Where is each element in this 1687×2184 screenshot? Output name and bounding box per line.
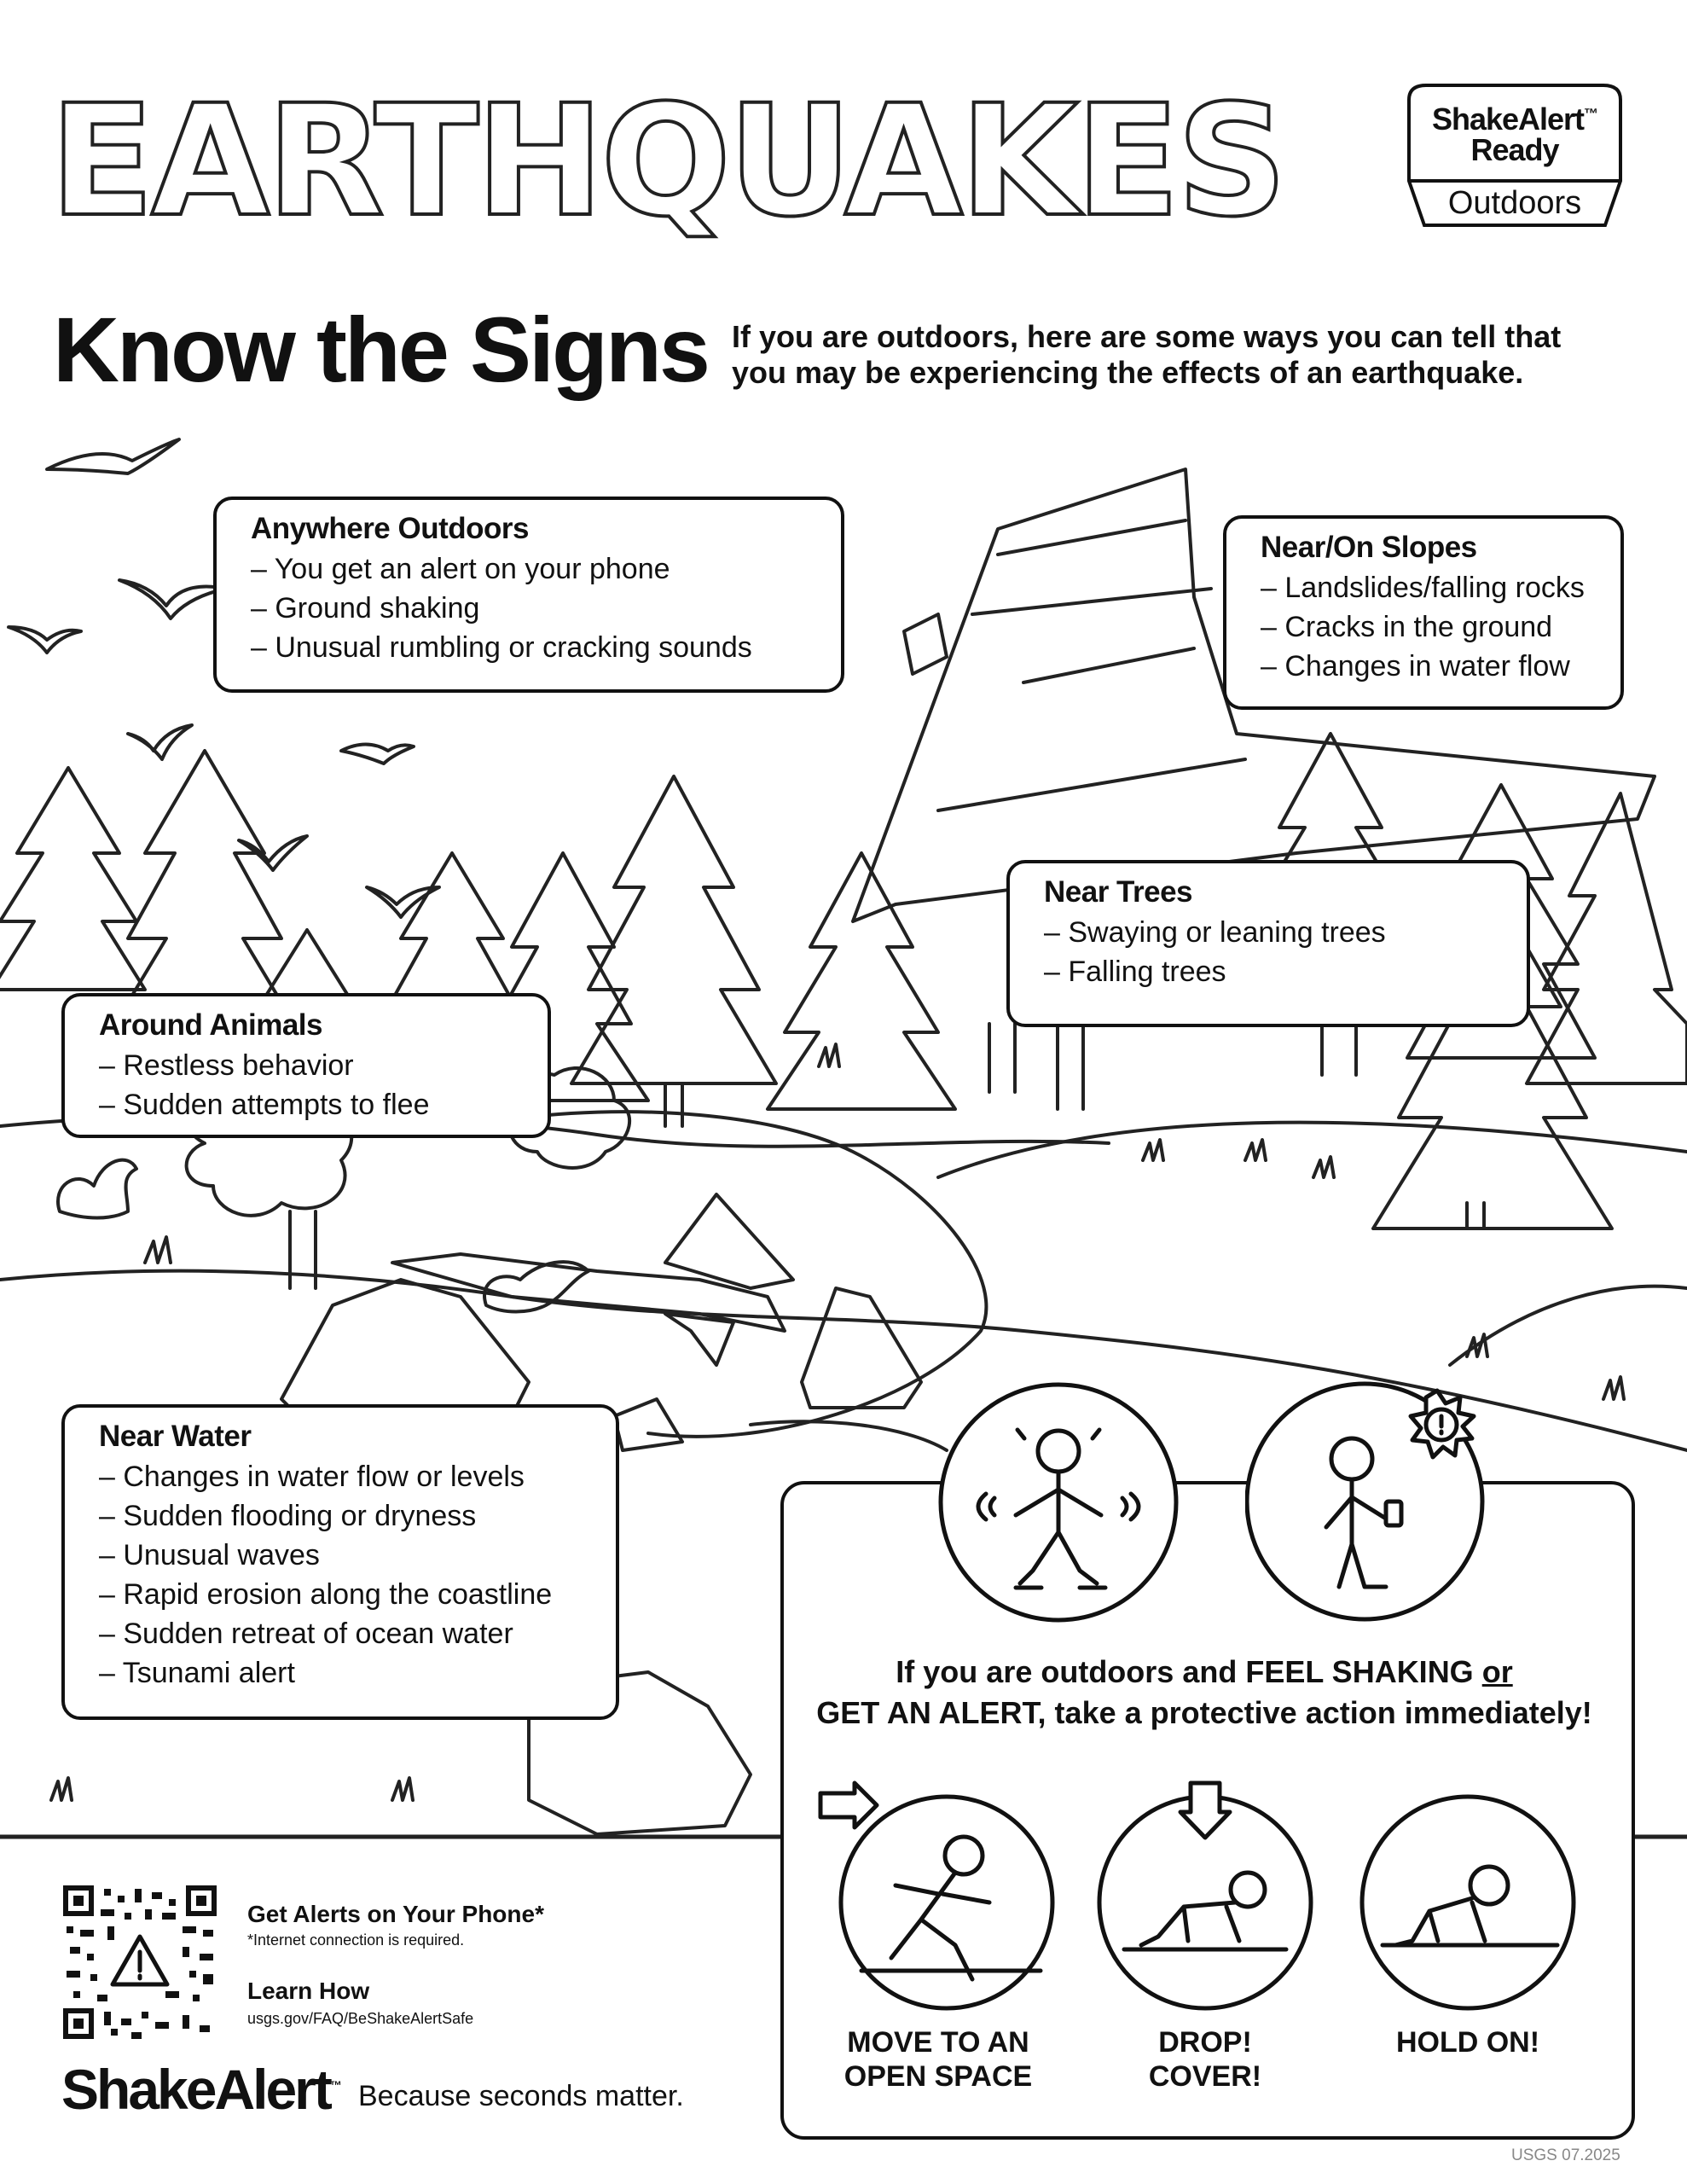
tagline: Because seconds matter. [358,2080,684,2112]
arrow-right-icon [820,1783,877,1827]
feel-shaking-illustration [935,1379,1182,1626]
list-item: – You get an alert on your phone [251,549,807,589]
earthquakes-title: EARTHQUAKES [49,73,1284,251]
footer-brand: ShakeAlert [61,2058,330,2121]
move-open-space-illustration [810,1774,1066,2013]
list-item: – Landslides/falling rocks [1261,568,1586,607]
intro-text: If you are outdoors, here are some ways you can tell that you may be experiencing the effects of an earthquake. [732,319,1562,390]
list-item: – Changes in water flow [1261,647,1586,686]
list-item: – Tsunami alert [99,1653,582,1693]
list-item: – Swaying or leaning trees [1044,913,1493,952]
get-alert-illustration [1245,1374,1501,1629]
list-item: – Changes in water flow or levels [99,1457,582,1496]
list-item: – Sudden attempts to flee [99,1085,513,1124]
list-item: – Sudden flooding or dryness [99,1496,582,1536]
box-near-water [61,1404,619,1720]
badge-category: Outdoors [1447,185,1582,221]
list-item: – Cracks in the ground [1261,607,1586,647]
bird-icon [47,439,179,473]
box-around-animals [61,993,551,1138]
list-item: – Sudden retreat of ocean water [99,1614,582,1653]
bird-icon [9,627,81,653]
box-near-slopes [1223,515,1624,710]
rock [281,1280,529,1425]
learn-how-link[interactable]: usgs.gov/FAQ/BeShakeAlertSafe [247,2010,474,2027]
bird-icon [119,580,226,619]
box-anywhere-outdoors [213,497,844,693]
rock [665,1314,733,1365]
rock [802,1288,921,1408]
action-drop-cover: DROP! COVER! [1148,2026,1262,2093]
learn-how-title: Learn How [247,1978,370,2004]
shakealert-logo [61,2058,342,2121]
shakealert-ready-badge [1392,78,1638,232]
get-alerts-title: Get Alerts on Your Phone* [247,1901,544,1927]
bird-icon [128,725,192,759]
action-move-open-space: MOVE TO AN OPEN SPACE [844,2026,1033,2093]
badge-ready: Ready [1470,132,1559,167]
action-message-part2: GET AN ALERT, take a protective action immediately! [816,1695,1592,1730]
page-heading: Know the Signs [53,298,708,401]
drop-cover-illustration [1090,1774,1320,2013]
list-item: – Rapid erosion along the coastline [99,1575,582,1614]
document-code: USGS 07.2025 [1511,2146,1620,2164]
list-item: – Unusual waves [99,1536,582,1575]
list-item: – Unusual rumbling or cracking sounds [251,628,807,667]
box-title: Around Animals [99,1008,322,1042]
badge-tm: ™ [1584,106,1598,122]
box-title: Near Water [99,1420,252,1453]
bird-icon [341,745,414,764]
squirrel-icon [58,1160,136,1218]
list-item: – Ground shaking [251,589,807,628]
box-title: Near Trees [1044,875,1193,909]
rock [614,1399,682,1450]
footer-tm: ™ [329,2078,342,2092]
action-message-or: or [1481,1654,1513,1689]
box-near-trees [1006,860,1530,1027]
badge-brand: ShakeAlert [1431,102,1585,136]
get-alerts-note: *Internet connection is required. [247,1931,465,1949]
box-title: Anywhere Outdoors [251,512,529,545]
list-item: – Restless behavior [99,1046,513,1085]
rock [665,1194,793,1288]
action-hold-on: HOLD ON! [1395,2026,1540,2059]
action-message-part1: If you are outdoors and FEEL SHAKING [896,1654,1482,1689]
action-message [785,1652,1624,1734]
hold-on-illustration [1353,1774,1583,2013]
qr-code[interactable] [63,1885,217,2039]
box-title: Near/On Slopes [1261,531,1477,564]
list-item: – Falling trees [1044,952,1493,991]
